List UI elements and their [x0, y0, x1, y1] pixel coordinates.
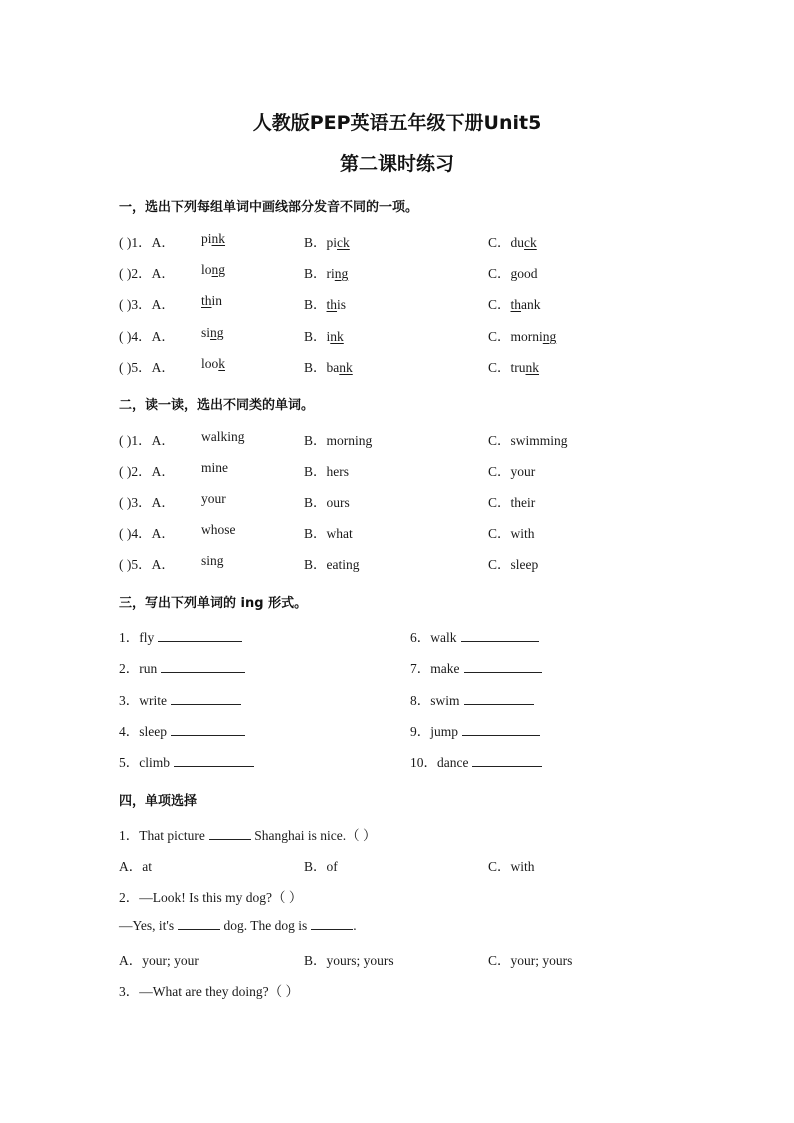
fill-item-left	[119, 751, 254, 771]
word-part-ul: th	[201, 293, 212, 308]
word-part-ul: nk	[330, 329, 344, 344]
word-part-ul: nk	[211, 231, 226, 246]
word-part-pre: ri	[326, 266, 335, 281]
option-label: C．	[488, 526, 511, 541]
q1-stem-part1: 1．That picture	[119, 828, 205, 843]
fill-item-right	[410, 751, 542, 771]
option-label: B．	[304, 433, 327, 448]
word-part-post: is	[337, 297, 347, 312]
word-part-pre: morni	[510, 329, 543, 344]
question-row	[0, 356, 794, 376]
answer-blank[interactable]	[461, 629, 539, 642]
question-number: ( )2．A．	[119, 266, 175, 281]
fill-word: 10．dance	[410, 755, 469, 770]
option-label: C．	[488, 329, 511, 344]
word-part-post: in	[211, 293, 223, 308]
q2-options	[0, 949, 794, 969]
option-label: C．	[488, 557, 511, 572]
option-word: with	[510, 526, 535, 541]
q1-blank[interactable]	[209, 827, 251, 840]
q2-stem: 2．—Look! Is this my dog?（ ）	[119, 890, 303, 905]
answer-blank[interactable]	[171, 723, 245, 736]
question-row	[0, 460, 794, 480]
option-b[interactable]	[304, 491, 350, 511]
fill-word: 5．climb	[119, 755, 170, 770]
option-word: what	[326, 526, 353, 541]
fill-word: 6．walk	[410, 630, 457, 645]
word-part-ul: ck	[337, 235, 350, 250]
option-c[interactable]	[488, 293, 541, 313]
question-row	[0, 553, 794, 573]
fill-word: 8．swim	[410, 693, 460, 708]
fill-item-left	[119, 657, 245, 677]
answer-blank[interactable]	[161, 660, 245, 673]
fill-item-left	[119, 720, 245, 740]
option-label: B．	[304, 360, 327, 375]
option-a[interactable]: your	[201, 491, 226, 506]
word-part-ul: ck	[524, 235, 537, 250]
q2-line2-part2: dog. The dog is	[223, 918, 308, 933]
option-label: B．	[304, 526, 327, 541]
option-label: C．	[488, 266, 511, 281]
option-label: B．	[304, 495, 327, 510]
section3-heading: 三，写出下列单词的 ing 形式。	[119, 596, 308, 611]
question-number: ( )5．A．	[119, 360, 175, 375]
option-b[interactable]	[304, 553, 360, 573]
option-word: morning	[326, 433, 373, 448]
fill-item-right	[410, 720, 540, 740]
q2-option-a[interactable]: A．your; your	[119, 953, 199, 968]
question-row	[0, 262, 794, 282]
fill-row	[0, 626, 794, 646]
fill-word: 7．make	[410, 661, 460, 676]
option-a[interactable]: mine	[201, 460, 228, 475]
option-b[interactable]	[304, 522, 353, 542]
question-row	[0, 293, 794, 313]
option-c[interactable]	[488, 553, 538, 573]
fill-word: 3．write	[119, 693, 167, 708]
option-label: B．	[304, 557, 327, 572]
fill-row	[0, 657, 794, 677]
answer-blank[interactable]	[464, 660, 542, 673]
option-label: C．	[488, 297, 511, 312]
option-word: their	[510, 495, 536, 510]
q2-line2-part3: .	[353, 918, 357, 933]
answer-blank[interactable]	[158, 629, 242, 642]
q1-option-a[interactable]: A．at	[119, 859, 152, 874]
option-b[interactable]	[304, 262, 348, 282]
option-c[interactable]	[488, 231, 537, 251]
option-word: ours	[326, 495, 350, 510]
word-part-pre: si	[201, 325, 211, 340]
q2-answer-line	[119, 917, 357, 934]
answer-blank[interactable]	[174, 754, 254, 767]
option-label: C．	[488, 360, 511, 375]
question-number: ( )5．A．	[119, 557, 175, 572]
question-row	[0, 231, 794, 251]
option-a[interactable]: whose	[201, 522, 236, 537]
fill-word: 9．jump	[410, 724, 459, 739]
option-label: C．	[488, 433, 511, 448]
q2-line2-part1: —Yes, it's	[119, 918, 175, 933]
fill-row	[0, 751, 794, 771]
option-b[interactable]	[304, 429, 372, 449]
option-b[interactable]	[304, 325, 344, 345]
word-part-pre: i	[326, 329, 331, 344]
fill-item-right	[410, 657, 542, 677]
fill-word: 2．run	[119, 661, 158, 676]
question-row	[0, 325, 794, 345]
fill-item-right	[410, 689, 534, 709]
option-label: B．	[304, 235, 327, 250]
q2-option-b[interactable]: B．yours; yours	[304, 953, 394, 968]
q2-option-c[interactable]: C．your; yours	[488, 953, 573, 968]
option-a[interactable]	[201, 262, 225, 278]
option-word: swimming	[510, 433, 568, 448]
word-part-post: ank	[521, 297, 541, 312]
word-part-pre: lo	[201, 262, 212, 277]
q3-stem: 3．—What are they doing?（ ）	[119, 984, 299, 999]
section2-heading: 二，读一读，选出不同类的单词。	[119, 398, 315, 413]
option-label: C．	[488, 235, 511, 250]
option-label: B．	[304, 329, 327, 344]
q2-blank-2[interactable]	[311, 917, 353, 930]
word-part-ul: ng	[542, 329, 557, 344]
option-a[interactable]	[201, 356, 225, 372]
word-part-pre: good	[510, 266, 538, 281]
option-b[interactable]	[304, 231, 350, 251]
answer-blank[interactable]	[464, 692, 534, 705]
word-part-ul: nk	[339, 360, 353, 375]
question-number: ( )3．A．	[119, 495, 175, 510]
word-part-ul: k	[218, 356, 226, 371]
q1-option-b[interactable]: B．of	[304, 859, 338, 874]
word-part-pre: pi	[201, 231, 212, 246]
answer-blank[interactable]	[462, 723, 540, 736]
question-number: ( )3．A．	[119, 297, 175, 312]
option-b[interactable]	[304, 460, 349, 480]
word-part-ul: th	[510, 297, 522, 312]
page-subtitle: 第二课时练习	[339, 153, 454, 175]
option-c[interactable]	[488, 356, 539, 376]
question-number: ( )2．A．	[119, 464, 175, 479]
q1-option-c[interactable]: C．with	[488, 859, 535, 874]
fill-item-right	[410, 626, 539, 646]
word-part-ul: nk	[525, 360, 540, 375]
option-a[interactable]	[201, 231, 225, 247]
fill-item-left	[119, 689, 241, 709]
fill-row	[0, 720, 794, 740]
option-c[interactable]	[488, 429, 568, 449]
option-a[interactable]: walking	[201, 429, 245, 444]
word-part-pre: ba	[326, 360, 340, 375]
word-part-pre: loo	[201, 356, 219, 371]
page-title: 人教版PEP英语五年级下册Unit5	[252, 112, 542, 134]
word-part-pre: pi	[326, 235, 338, 250]
word-part-pre: tru	[510, 360, 526, 375]
option-label: B．	[304, 297, 327, 312]
option-word: your	[510, 464, 536, 479]
section4-heading: 四，单项选择	[119, 794, 198, 809]
option-a[interactable]	[201, 325, 224, 341]
q1-stem-part2: Shanghai is nice.（ ）	[254, 828, 377, 843]
question-row	[0, 429, 794, 449]
option-label: B．	[304, 266, 327, 281]
question-number: ( )4．A．	[119, 526, 175, 541]
word-part-ul: th	[326, 297, 338, 312]
option-c[interactable]	[488, 262, 538, 282]
question-number: ( )4．A．	[119, 329, 175, 344]
option-c[interactable]	[488, 325, 556, 345]
question-row	[0, 522, 794, 542]
fill-item-left	[119, 626, 242, 646]
option-word: hers	[326, 464, 350, 479]
word-part-ul: ng	[210, 325, 224, 340]
q1-stem	[119, 824, 376, 844]
word-part-ul: ng	[334, 266, 349, 281]
option-label: C．	[488, 495, 511, 510]
q1-options	[0, 855, 794, 875]
answer-blank[interactable]	[472, 754, 542, 767]
fill-word: 1．fly	[119, 630, 155, 645]
option-word: eating	[326, 557, 360, 572]
option-label: C．	[488, 464, 511, 479]
option-label: B．	[304, 464, 327, 479]
option-b[interactable]	[304, 293, 346, 313]
option-c[interactable]	[488, 491, 535, 511]
option-b[interactable]	[304, 356, 353, 376]
option-c[interactable]	[488, 460, 535, 480]
fill-row	[0, 689, 794, 709]
word-part-ul: ng	[211, 262, 226, 277]
section1-heading: 一，选出下列每组单词中画线部分发音不同的一项。	[119, 200, 419, 215]
fill-word: 4．sleep	[119, 724, 167, 739]
option-c[interactable]	[488, 522, 535, 542]
option-a[interactable]	[201, 293, 222, 309]
word-part-pre: du	[510, 235, 525, 250]
option-word: sleep	[510, 557, 539, 572]
q2-blank-1[interactable]	[178, 917, 220, 930]
question-number: ( )1．A．	[119, 433, 175, 448]
question-number: ( )1．A．	[119, 235, 175, 250]
option-a[interactable]: sing	[201, 553, 224, 568]
question-row	[0, 491, 794, 511]
answer-blank[interactable]	[171, 692, 241, 705]
